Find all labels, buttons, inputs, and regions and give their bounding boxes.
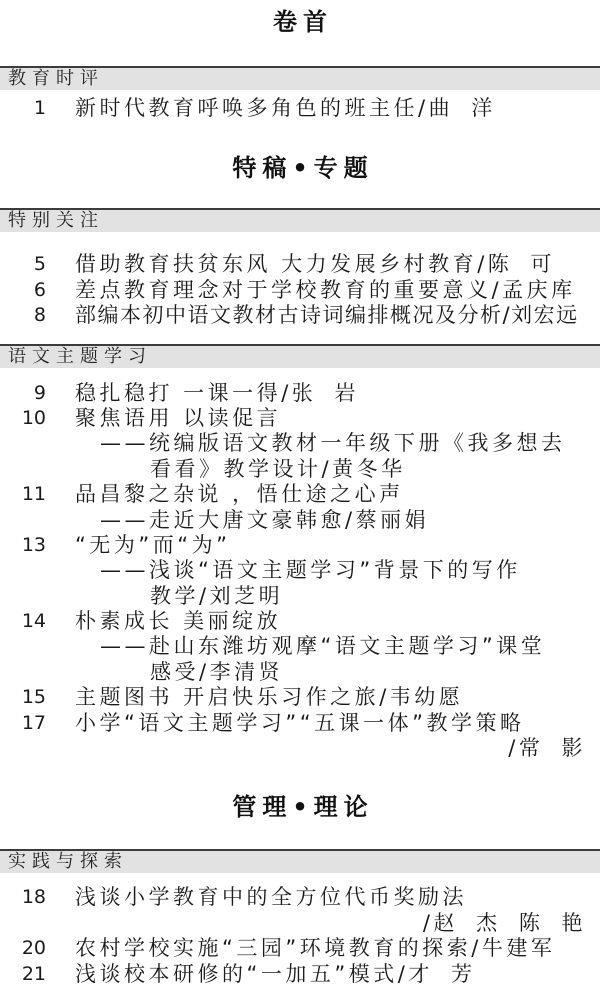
entry-author: 刘宏远: [511, 303, 579, 328]
entry-line: [0, 634, 600, 659]
entry-line: [75, 303, 579, 328]
author-separator: /: [199, 659, 210, 684]
entry-list: [0, 252, 600, 328]
entry-title: 小学“语文主题学习”“五课一体”教学策略: [75, 710, 525, 735]
entry-line: [0, 431, 600, 456]
author-separator: /: [418, 96, 429, 120]
entry-list: [0, 381, 600, 762]
entry-author: 黄冬华: [332, 456, 406, 481]
entry-title: 稳扎稳打 一课一得: [75, 380, 282, 405]
entry-text: [75, 685, 463, 710]
entry-text: [75, 962, 476, 987]
entry-text: [508, 736, 586, 761]
category-bar: [0, 344, 600, 368]
entry-author: 常 影: [518, 736, 586, 761]
category-label: 教育时评: [8, 68, 104, 89]
entry-line: [0, 911, 600, 936]
entry-text: [75, 381, 359, 406]
entry-author: 赵 杰 陈 艳: [433, 910, 586, 935]
entry-line: [0, 736, 600, 761]
page-number: 13: [21, 533, 46, 556]
entry-line: [75, 278, 576, 303]
toc-entry: [0, 252, 600, 277]
entry-text: [423, 911, 586, 936]
toc-entry: [0, 278, 600, 303]
entry-author: 李清贤: [209, 659, 284, 684]
entry-author: 张 岩: [291, 380, 359, 405]
entry-text: [150, 457, 406, 482]
section-heading: 管理•理论: [232, 793, 374, 822]
section-heading: 卷首: [273, 8, 333, 36]
toc-entry: [0, 406, 600, 482]
category-bar: [0, 208, 600, 232]
entry-author: 蔡丽娟: [355, 507, 430, 532]
entry-line: [0, 660, 600, 685]
page-number: 21: [21, 962, 46, 985]
section-heading: 特稿•专题: [232, 154, 374, 183]
entry-title: 新时代教育呼唤多角色的班主任: [75, 96, 418, 120]
page-number: 20: [21, 937, 46, 960]
entry-title: 部编本初中语文教材古诗词编排概况及分析: [75, 303, 503, 328]
entry-line: [0, 381, 600, 406]
category-label: 特别关注: [8, 210, 104, 232]
author-separator: /: [491, 277, 503, 302]
toc-entry: [0, 96, 600, 121]
entry-title: 朴素成长 美丽绽放: [75, 609, 282, 634]
page-number: 9: [33, 381, 46, 404]
entry-subtitle-line: 看看》教学设计: [150, 456, 322, 481]
author-separator: /: [379, 685, 390, 710]
entry-line: [75, 96, 496, 121]
entry-title: 差点教育理念对于学校教育的重要意义: [75, 277, 492, 302]
entry-subtitle-line: ——统编版语文教材一年级下册《我多想去: [100, 431, 566, 456]
author-separator: /: [397, 961, 409, 986]
author-separator: /: [321, 456, 333, 481]
entry-title: 聚焦语用 以读促言: [75, 405, 282, 430]
entry-title: “无为”而“为”: [75, 532, 231, 557]
entry-line: [0, 508, 600, 533]
entry-title: 主题图书 开启快乐习作之旅: [75, 685, 380, 710]
entry-line: [0, 584, 600, 609]
toc-entry: [0, 482, 600, 533]
page-number: 5: [33, 253, 46, 276]
entry-line: [0, 457, 600, 482]
author-separator: /: [502, 303, 512, 328]
entry-author: 曲 洋: [428, 96, 496, 120]
author-separator: /: [281, 380, 292, 405]
entry-line: [0, 685, 600, 710]
entry-author: 孟庆库: [502, 277, 576, 302]
author-separator: /: [508, 736, 519, 761]
category-bar: [0, 66, 600, 90]
entry-line: [0, 482, 600, 507]
author-separator: /: [199, 583, 210, 608]
toc-entry: [0, 533, 600, 609]
entry-line: [0, 609, 600, 634]
toc-entry: [0, 609, 600, 685]
toc-entry: [0, 936, 600, 961]
page-number: 14: [21, 610, 46, 633]
entry-author: 牛建军: [481, 936, 556, 961]
entry-author: 韦幼愿: [389, 685, 464, 710]
author-separator: /: [422, 910, 434, 935]
entry-line: [0, 885, 600, 910]
toc-entry: [0, 303, 600, 328]
entry-subtitle-line: ——赴山东潍坊观摩“语文主题学习”课堂: [100, 634, 546, 659]
entry-text: [100, 508, 429, 533]
page-number: 6: [33, 278, 46, 301]
entry-author: 才 芳: [408, 961, 476, 986]
page-number: 1: [33, 97, 46, 119]
category-bar: [0, 849, 600, 873]
entry-line: [0, 936, 600, 961]
entry-text: [150, 660, 283, 685]
entry-line: [0, 558, 600, 583]
entry-text: [150, 584, 283, 609]
entry-title: 浅谈小学教育中的全方位代币奖励法: [75, 885, 467, 910]
entry-title: 品昌黎之杂说 ，悟仕途之心声: [75, 482, 404, 507]
entry-subtitle-line: ——走近大唐文豪韩愈: [100, 507, 345, 532]
author-separator: /: [471, 936, 482, 961]
page-number: 8: [33, 304, 46, 327]
page-number: 17: [21, 711, 46, 734]
entry-title: 借助教育扶贫东风 大力发展乡村教育: [75, 252, 478, 277]
entry-title: 浅谈校本研修的“一加五”模式: [75, 961, 398, 986]
toc-entry: [0, 962, 600, 987]
author-separator: /: [477, 252, 488, 277]
entry-author: 刘芝明: [209, 583, 284, 608]
toc-entry: [0, 711, 600, 762]
page-number: 11: [21, 483, 46, 506]
category-label: 实践与探索: [8, 851, 128, 873]
entry-subtitle-line: ——浅谈“语文主题学习”背景下的写作: [100, 558, 521, 583]
entry-line: [0, 962, 600, 987]
toc-entry: [0, 885, 600, 936]
category-label: 语文主题学习: [8, 345, 152, 367]
entry-list: [0, 96, 600, 121]
entry-title: 农村学校实施“三园”环境教育的探索: [75, 936, 472, 961]
author-separator: /: [345, 507, 356, 532]
page-number: 18: [21, 886, 46, 909]
entry-line: [0, 711, 600, 736]
entry-list: [0, 885, 600, 987]
entry-line: [0, 533, 600, 558]
page-number: 10: [21, 406, 46, 429]
entry-line: [0, 406, 600, 431]
entry-text: [75, 936, 555, 961]
toc-entry: [0, 685, 600, 710]
entry-line: [75, 252, 555, 277]
entry-subtitle-line: 教学: [150, 583, 199, 608]
entry-author: 陈 可: [487, 252, 555, 277]
toc-entry: [0, 381, 600, 406]
entry-subtitle-line: 感受: [150, 659, 199, 684]
page-number: 15: [21, 686, 46, 709]
